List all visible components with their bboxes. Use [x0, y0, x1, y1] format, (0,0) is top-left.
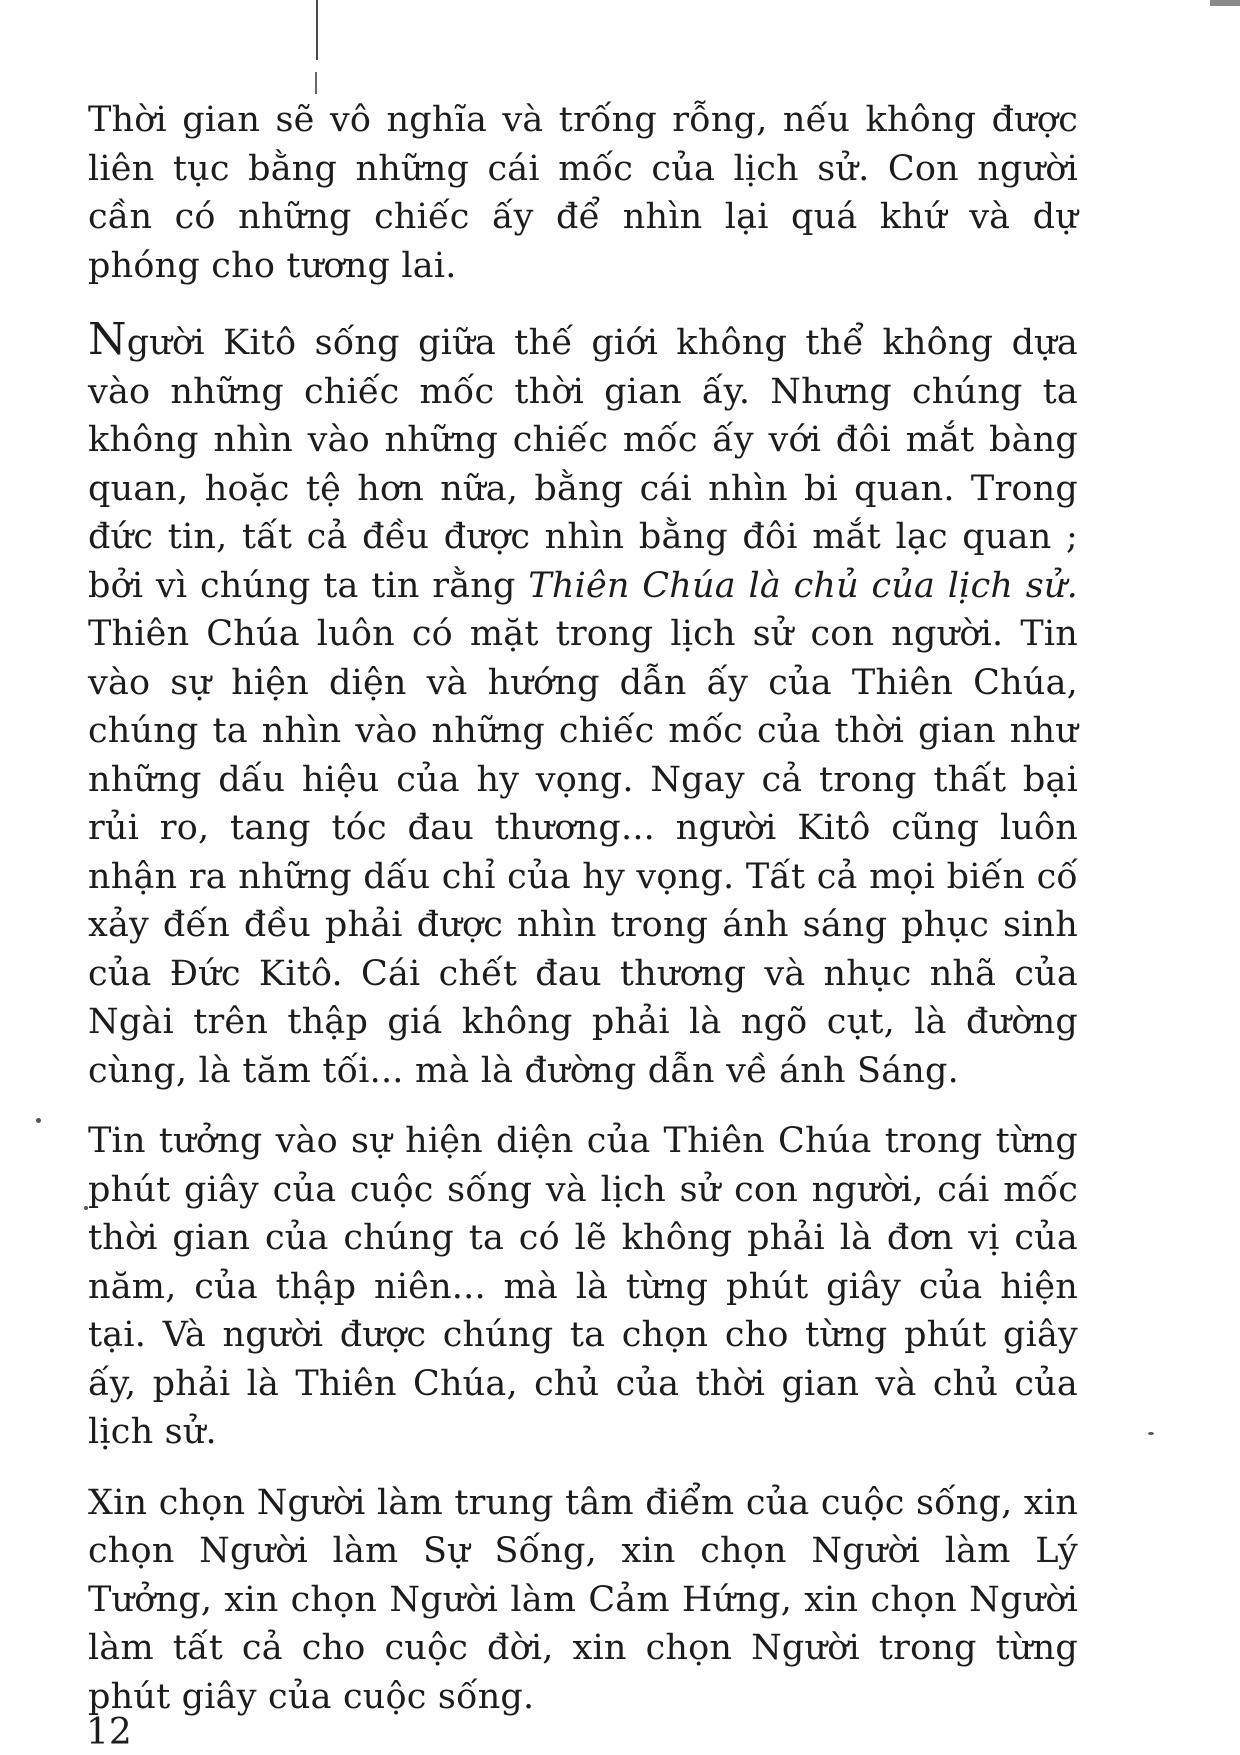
paragraph-2-text-start: gười Kitô sống giữa thế giới không thể không dựa vào những chiếc mốc thời gian ấy. Nhưng chúng ta không nhìn vào những chiếc mốc ấy với đôi mắt bàng quan, hoặc tệ hơn nữa, bằng cái nhìn bi quan. Trong đức tin, tất cả đều được nhìn bằng đôi mắt lạc quan ; bởi vì chúng ta tin rằng [88, 323, 1078, 606]
paragraph-4-text: Xin chọn Người làm trung tâm điểm của cuộc sống, xin chọn Người làm Sự Sống, xin chọn Người làm Lý Tưởng, xin chọn Người làm Cảm Hứng, xin chọn Người làm tất cả cho cuộc đời, xin chọn Người trong từng phút giây của cuộc sống. [88, 1482, 1078, 1717]
paragraph-3 [88, 1117, 1078, 1457]
page-body-text [88, 96, 1078, 1743]
paragraph-4 [88, 1479, 1078, 1722]
drop-cap-letter: N [88, 314, 127, 365]
paragraph-2-text-end: Thiên Chúa luôn có mặt trong lịch sử con người. Tin vào sự hiện diện và hướng dẫn ấy của Thiên Chúa, chúng ta nhìn vào những chiếc mốc của thời gian như những dấu hiệu của hy vọng. Ngay cả trong thất bại rủi ro, tang tóc đau thương... người Kitô cũng luôn nhận ra những dấu chỉ của hy vọng. Tất cả mọi biến cố xảy đến đều phải được nhìn trong ánh sáng phục sinh của Đức Kitô. Cái chết đau thương và nhục nhã của Ngài trên thập giá không phải là ngõ cụt, là đường cùng, là tăm tối... mà là đường dẫn về ánh Sáng. [88, 614, 1078, 1091]
paragraph-1 [88, 96, 1078, 290]
paragraph-2 [88, 316, 1078, 1095]
scan-speck [1148, 1432, 1154, 1435]
paragraph-2-italic-quote: Thiên Chúa là chủ của lịch sử. [528, 565, 1078, 606]
scan-artifact-line [316, 0, 318, 60]
paragraph-1-text: Thời gian sẽ vô nghĩa và trống rỗng, nếu không được liên tục bằng những cái mốc của lịch sử. Con người cần có những chiếc ấy để nhìn lại quá khứ và dự phóng cho tương lai. [88, 100, 1078, 286]
scan-speck [36, 1118, 41, 1123]
scan-artifact-line [315, 72, 317, 94]
scan-artifact-corner [1210, 0, 1240, 6]
page-number: 12 [86, 1712, 132, 1753]
paragraph-3-text: Tin tưởng vào sự hiện diện của Thiên Chúa trong từng phút giây của cuộc sống và lịch sử con người, cái mốc thời gian của chúng ta có lẽ không phải là đơn vị của năm, của thập niên... mà là từng phút giây của hiện tại. Và người được chúng ta chọn cho từng phút giây ấy, phải là Thiên Chúa, chủ của thời gian và chủ của lịch sử. [88, 1121, 1078, 1452]
